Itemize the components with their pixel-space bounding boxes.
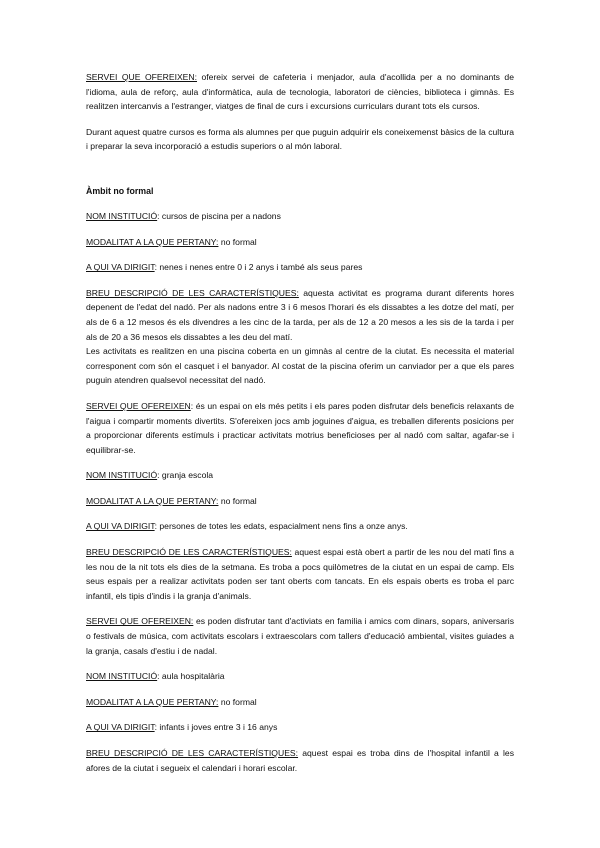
- hospital-nom: [86, 669, 514, 684]
- piscina-nom: [86, 209, 514, 224]
- field-text: aquest espai està obert a partir de les nou del matí fins a les nou de la nit tots els dies de la setmana. Es troba a pocs quilòmetres de la ciutat en un espai de camp. Els seus espais per a realizar activitats poden ser tant oberts com tancats. En els espais oberts es troba el parc infantil, els tipis d'indis i la granja d'animals.: [86, 547, 515, 601]
- field-text: aquesta activitat es programa durant diferents hores depenent de l'edat del nadó. Per als nadons entre 3 i 6 mesos l'horari és els dissabtes a les dotze del matí, per als de 6 a 12 mesos és els divendres a les cinc de la tarda, per als de 12 a 20 mesos a les sis de la tarda i per als de 20 a 36 mesos els dissabtes a les deu del matí.: [86, 287, 514, 342]
- field-label: NOM INSTITUCIÓ: [86, 470, 158, 481]
- field-label: SERVEI QUE OFEREIXEN:: [86, 616, 194, 627]
- piscina-breu-continued: Les activitats es realitzen en una piscina coberta en un gimnàs al centre de la ciutat. Es necessita el material corresponent com són el casquet i el banyador. Al costat de la piscina oferim un canviador per a que els pares puguin atendren qualsevol necessitat del nadó.: [86, 346, 514, 386]
- field-text: no formal: [218, 696, 257, 707]
- field-label: BREU DESCRIPCIÓ DE LES CARACTERÍSTIQUES:: [86, 287, 299, 298]
- field-text: ofereix servei de cafeteria i menjador, aula d'acollida per a no dominants de l'idioma, aula de reforç, aula d'informàtica, aula de tecnologia, laboratori de ciències, biblioteca i gimnàs. Es realitzen intercanvis a l'estranger, viatges de final de curs i excursions curriculars durant tots els cursos.: [86, 72, 514, 112]
- field-label: BREU DESCRIPCIÓ DE LES CARACTERÍSTIQUES:: [86, 547, 292, 558]
- section-heading: Àmbit no formal: [86, 185, 154, 196]
- field-text: : aula hospitalària: [157, 671, 225, 682]
- granja-dirigit: [86, 519, 514, 534]
- field-label: A QUI VA DIRIGIT: [86, 722, 155, 733]
- piscina-dirigit: [86, 260, 514, 275]
- field-label: MODALITAT A LA QUE PERTANY:: [86, 696, 219, 707]
- durant-paragraph: Durant aquest quatre cursos es forma als alumnes per que puguin adquirir els coneixemenst bàsics de la cultura i preparar la seva incorporació a estudis superiors o al món laboral.: [86, 126, 515, 152]
- field-text: : nenes i nenes entre 0 i 2 anys i també als seus pares: [154, 262, 363, 273]
- granja-modalitat: [86, 494, 514, 509]
- hospital-modalitat: [86, 695, 514, 710]
- hospital-dirigit: [86, 720, 514, 735]
- field-label: SERVEI QUE OFEREIXEN: [86, 400, 191, 411]
- field-label: A QUI VA DIRIGIT: [86, 262, 155, 273]
- piscina-serveis: [86, 399, 514, 457]
- field-text: es poden disfrutar tant d'activiats en familia i amics com dinars, sopars, aniversaris o festivals de música, com activitats escolars i extraescolars com tallers d'educació ambiental, visites guiades a la granja, casals d'estiu i de nadal.: [86, 616, 514, 656]
- field-text: aquest espai es troba dins de l'hospital infantil a les afores de la ciutat i segueix el calendari i horari escolar.: [86, 748, 514, 773]
- field-label: MODALITAT A LA QUE PERTANY:: [86, 236, 219, 247]
- field-text: : infants i joves entre 3 i 16 anys: [154, 722, 278, 733]
- field-label: MODALITAT A LA QUE PERTANY:: [86, 495, 219, 506]
- field-text: : persones de totes les edats, espacialment nens fins a onze anys.: [154, 521, 408, 532]
- piscina-modalitat: [86, 235, 514, 250]
- field-text: : és un espai on els més petits i els pares poden disfrutar dels beneficis relaxants de l'aigua i compartir moments divertits. S'ofereixen jocs amb joguines d'aigua, es treballen diferents posicions per a proporcionar diferents estímuls i practicar activitats motrius beneficioses per al nadó com saltar, agafar-se i equilibrar-se.: [86, 400, 514, 455]
- field-label: NOM INSTITUCIÓ: [86, 210, 158, 221]
- hospital-breu: [86, 746, 514, 775]
- granja-nom: [86, 468, 514, 483]
- piscina-breu: [86, 286, 514, 344]
- field-text: no formal: [218, 495, 257, 506]
- field-text: no formal: [218, 236, 257, 247]
- field-label: NOM INSTITUCIÓ: [86, 671, 158, 682]
- field-label: SERVEI QUE OFEREIXEN:: [86, 72, 198, 82]
- granja-serveis: [86, 614, 514, 658]
- granja-breu: [86, 545, 514, 603]
- field-label: A QUI VA DIRIGIT: [86, 521, 155, 532]
- serveis-formal-paragraph: [86, 70, 514, 114]
- field-text: : cursos de piscina per a nadons: [157, 210, 281, 221]
- field-text: : granja escola: [157, 470, 214, 481]
- field-label: BREU DESCRIPCIÓ DE LES CARACTERÍSTIQUES:: [86, 748, 299, 758]
